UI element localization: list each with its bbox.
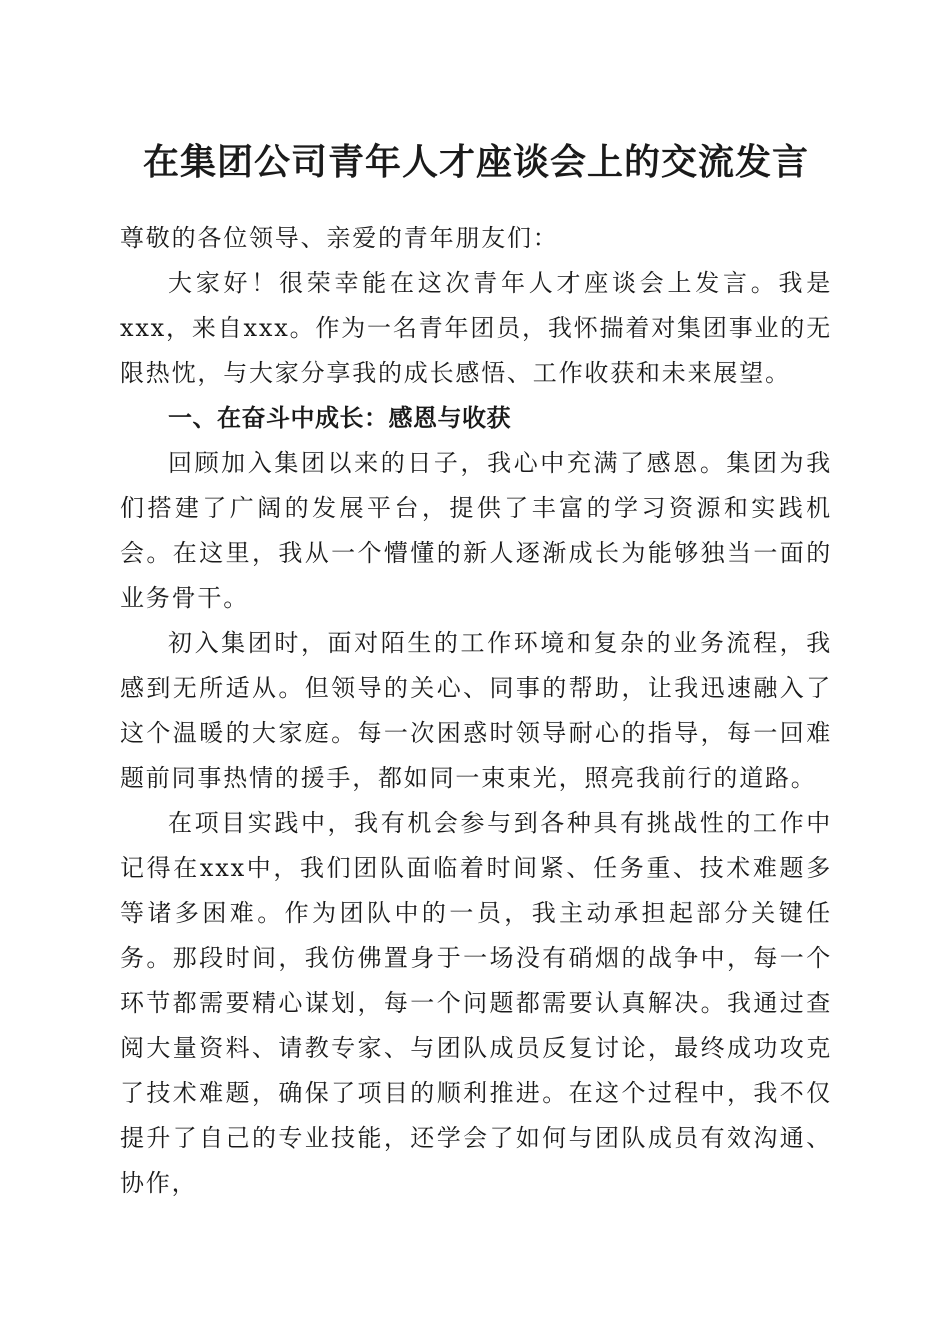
document-body (120, 216, 832, 1206)
paragraph-project: 在项目实践中，我有机会参与到各种具有挑战性的工作中记得在xxx中，我们团队面临着时间紧、任务重、技术难题多等诸多困难。作为团队中的一员，我主动承担起部分关键任务。那段时间，我仿佛置身于一场没有硝烟的战争中，每一个环节都需要精心谋划，每一个问题都需要认真解决。我通过查阅大量资料、请教专家、与团队成员反复讨论，最终成功攻克了技术难题，确保了项目的顺利推进。在这个过程中，我不仅提升了自己的专业技能，还学会了如何与团队成员有效沟通、协作， (120, 809, 832, 1197)
salutation: 尊敬的各位领导、亲爱的青年朋友们： (120, 224, 559, 252)
document-title: 在集团公司青年人才座谈会上的交流发言 (142, 141, 809, 183)
paragraph-intro: 大家好！很荣幸能在这次青年人才座谈会上发言。我是xxx，来自xxx。作为一名青年团员，我怀揣着对集团事业的无限热忱，与大家分享我的成长感悟、工作收获和未来展望。 (120, 269, 832, 387)
paragraph-gratitude: 回顾加入集团以来的日子，我心中充满了感恩。集团为我们搭建了广阔的发展平台，提供了丰富的学习资源和实践机会。在这里，我从一个懵懂的新人逐渐成长为能够独当一面的业务骨干。 (120, 449, 832, 612)
section-heading: 一、在奋斗中成长：感恩与收获 (168, 404, 511, 432)
paragraph-onboarding: 初入集团时，面对陌生的工作环境和复杂的业务流程，我感到无所适从。但领导的关心、同事的帮助，让我迅速融入了这个温暖的大家庭。每一次困惑时领导耐心的指导，每一回难题前同事热情的援手，都如同一束束光，照亮我前行的道路。 (120, 629, 832, 792)
